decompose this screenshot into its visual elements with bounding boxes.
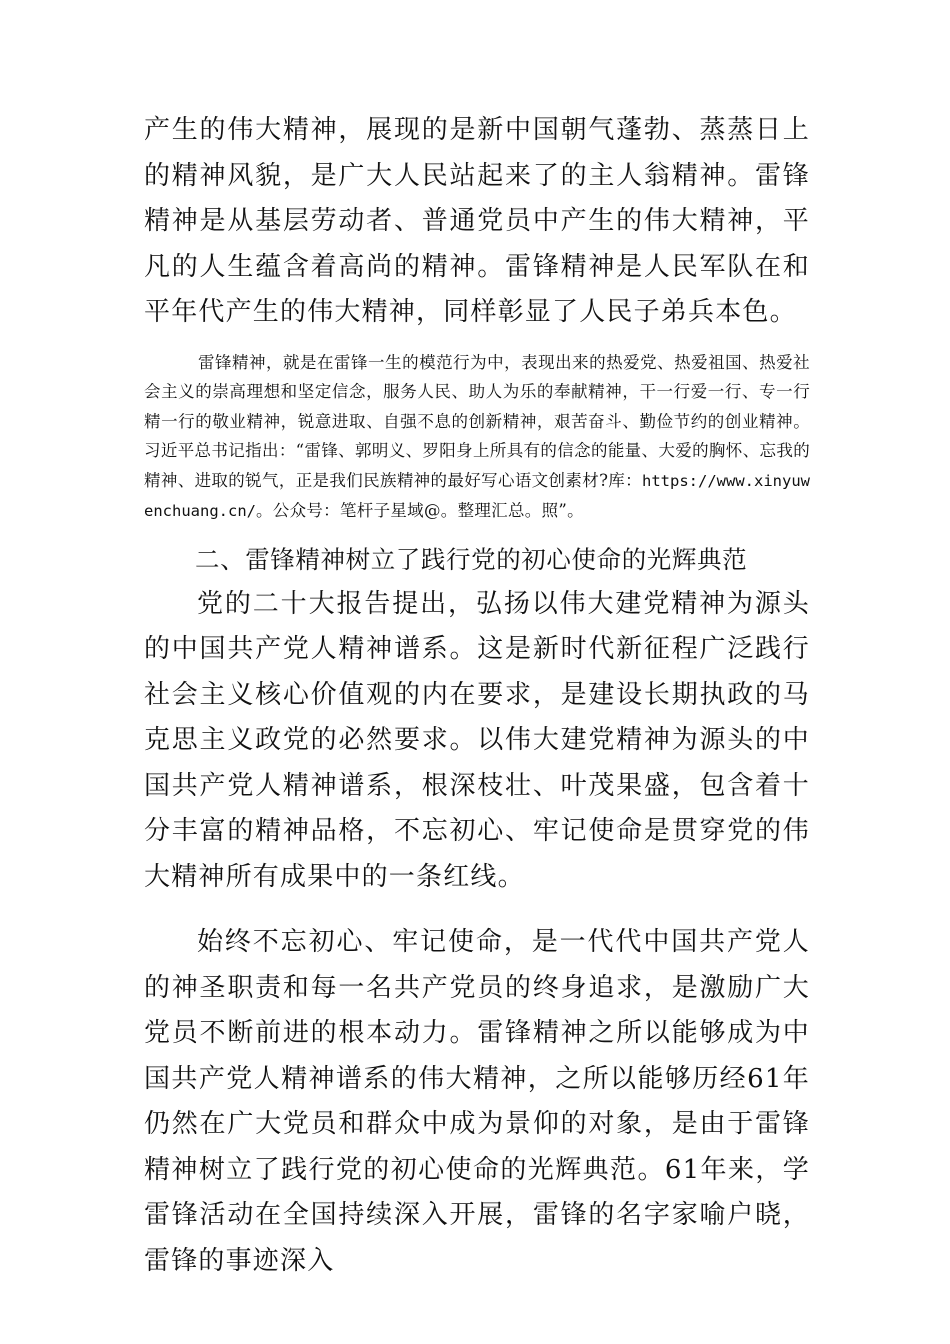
paragraph-section2-2: 始终不忘初心、牢记使命，是一代代中国共产党人的神圣职责和每一名共产党员的终身追求，是激励广大党员不断前进的根本动力。雷锋精神之所以能够成为中国共产党人精神谱系的伟大精神，之所以能够历经61年仍然在广大党员和群众中成为景仰的对象，是由于雷锋精神树立了践行党的初心使命的光辉典范。61年来，学雷锋活动在全国持续深入开展，雷锋的名字家喻户晓，雷锋的事迹深入 — [144, 927, 810, 1276]
note-text-tail: 。公众号：笔杆子星域@。整理汇总。照”。 — [255, 501, 584, 520]
note-text: 雷锋精神，就是在雷锋一生的模范行为中，表现出来的热爱党、热爱祖国、热爱社会主义的崇高理想和坚定信念，服务人民、助人为乐的奉献精神，干一行爱一行、专一行精一行的敬业精神，锐意进取、自强不息的创新精神，艰苦奋斗、勤俭节约的创业精神。习近平总书记指出：“雷锋、郭明义、罗阳身上所具有的信念的能量、大爱的胸怀、忘我的精神、进取的锐气，正是我们民族精神的最好写心语文创素材?库： — [144, 352, 810, 490]
section-heading-2: 二、雷锋精神树立了践行党的初心使命的光辉典范 — [195, 544, 748, 574]
inserted-note-paragraph — [144, 348, 810, 527]
paragraph-continuation: 产生的伟大精神，展现的是新中国朝气蓬勃、蒸蒸日上的精神风貌，是广大人民站起来了的主人翁精神。雷锋精神是从基层劳动者、普通党员中产生的伟大精神，平凡的人生蕴含着高尚的精神。雷锋精神是人民军队在和平年代产生的伟大精神，同样彰显了人民子弟兵本色。 — [144, 115, 810, 327]
paragraph-section2-1: 党的二十大报告提出，弘扬以伟大建党精神为源头的中国共产党人精神谱系。这是新时代新征程广泛践行社会主义核心价值观的内在要求，是建设长期执政的马克思主义政党的必然要求。以伟大建党精神为源头的中国共产党人精神谱系，根深枝壮、叶茂果盛，包含着十分丰富的精神品格，不忘初心、牢记使命是贯穿党的伟大精神所有成果中的一条红线。 — [144, 588, 810, 892]
note-url: https://www.xinyuwenchuang.cn/ — [144, 471, 810, 520]
document-page — [144, 108, 810, 1284]
